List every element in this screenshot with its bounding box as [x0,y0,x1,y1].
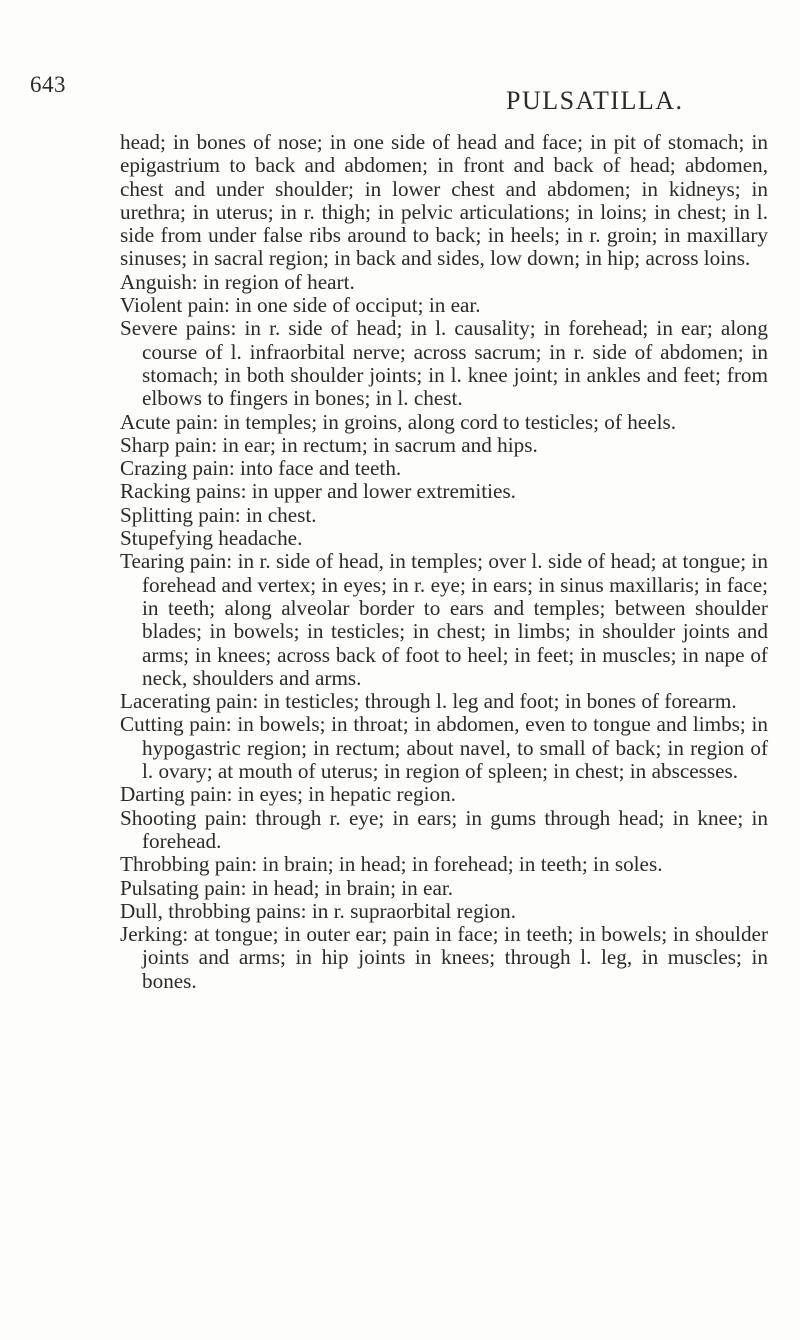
entry-pulsating-pain: Pulsating pain: in head; in brain; in ear. [120,875,454,900]
entry-severe-pains: Severe pains: in r. side of head; in l. causality; in forehead; in ear; along course of l. infraorbital nerve; across sacrum; in r. side of abdomen; in stomach; in both shoulder joints; in l. knee joint; in ankles and feet; from elbows to fingers in bones; in l. chest. [120,316,768,411]
entry-tearing-pain: Tearing pain: in r. side of head, in temples; over l. side of head; at tongue; in forehead and vertex; in eyes; in r. eye; in ears; in sinus maxillaris; in face; in teeth; along alveolar border to ears and temples; between shoulder blades; in bowels; in testicles; in chest; in limbs; in shoulder joints and arms; in knees; across back of foot to heel; in feet; in muscles; in nape of neck, shoulders and arms. [120,549,768,690]
page-body [120,131,768,993]
entry-anguish: Anguish: in region of heart. [120,269,355,294]
running-title: PULSATILLA. [506,86,684,115]
entry-shooting-pain: Shooting pain: through r. eye; in ears; in gums through head; in knee; in forehead. [120,805,768,853]
entry-cutting-pain: Cutting pain: in bowels; in throat; in abdomen, even to tongue and limbs; in hypogastric region; in rectum; about navel, to small of back; in region of l. ovary; at mouth of uterus; in region of spleen; in chest; in abscesses. [120,712,768,784]
entry-throbbing-pain: Throbbing pain: in brain; in head; in forehead; in teeth; in soles. [120,852,663,877]
entry-dull-throbbing-pains: Dull, throbbing pains: in r. supraorbital region. [120,898,517,923]
entry-sharp-pain: Sharp pain: in ear; in rectum; in sacrum and hips. [120,432,538,457]
entry-continued-head: head; in bones of nose; in one side of head and face; in pit of stomach; in epigastrium to back and abdomen; in front and back of head; abdomen, chest and under shoulder; in lower chest and abdomen; in kidneys; in urethra; in uterus; in r. thigh; in pelvic articulations; in loins; in chest; in l. side from under false ribs around to back; in heels; in r. groin; in maxillary sinuses; in sacral region; in back and sides, low down; in hip; across loins. [120,130,768,271]
page-number: 643 [30,72,66,97]
entry-jerking: Jerking: at tongue; in outer ear; pain in face; in teeth; in bowels; in shoulder joints and arms; in hip joints in knees; through l. leg, in muscles; in bones. [120,922,768,993]
entry-stupefying-headache: Stupefying headache. [120,526,303,551]
entry-darting-pain: Darting pain: in eyes; in hepatic region. [120,782,456,807]
entry-racking-pains: Racking pains: in upper and lower extremities. [120,479,516,504]
entry-acute-pain: Acute pain: in temples; in groins, along cord to testicles; of heels. [120,409,677,434]
entry-lacerating-pain: Lacerating pain: in testicles; through l. leg and foot; in bones of forearm. [120,689,737,714]
entry-splitting-pain: Splitting pain: in chest. [120,502,317,527]
entry-violent-pain: Violent pain: in one side of occiput; in ear. [120,293,481,318]
entry-crazing-pain: Crazing pain: into face and teeth. [120,456,402,481]
